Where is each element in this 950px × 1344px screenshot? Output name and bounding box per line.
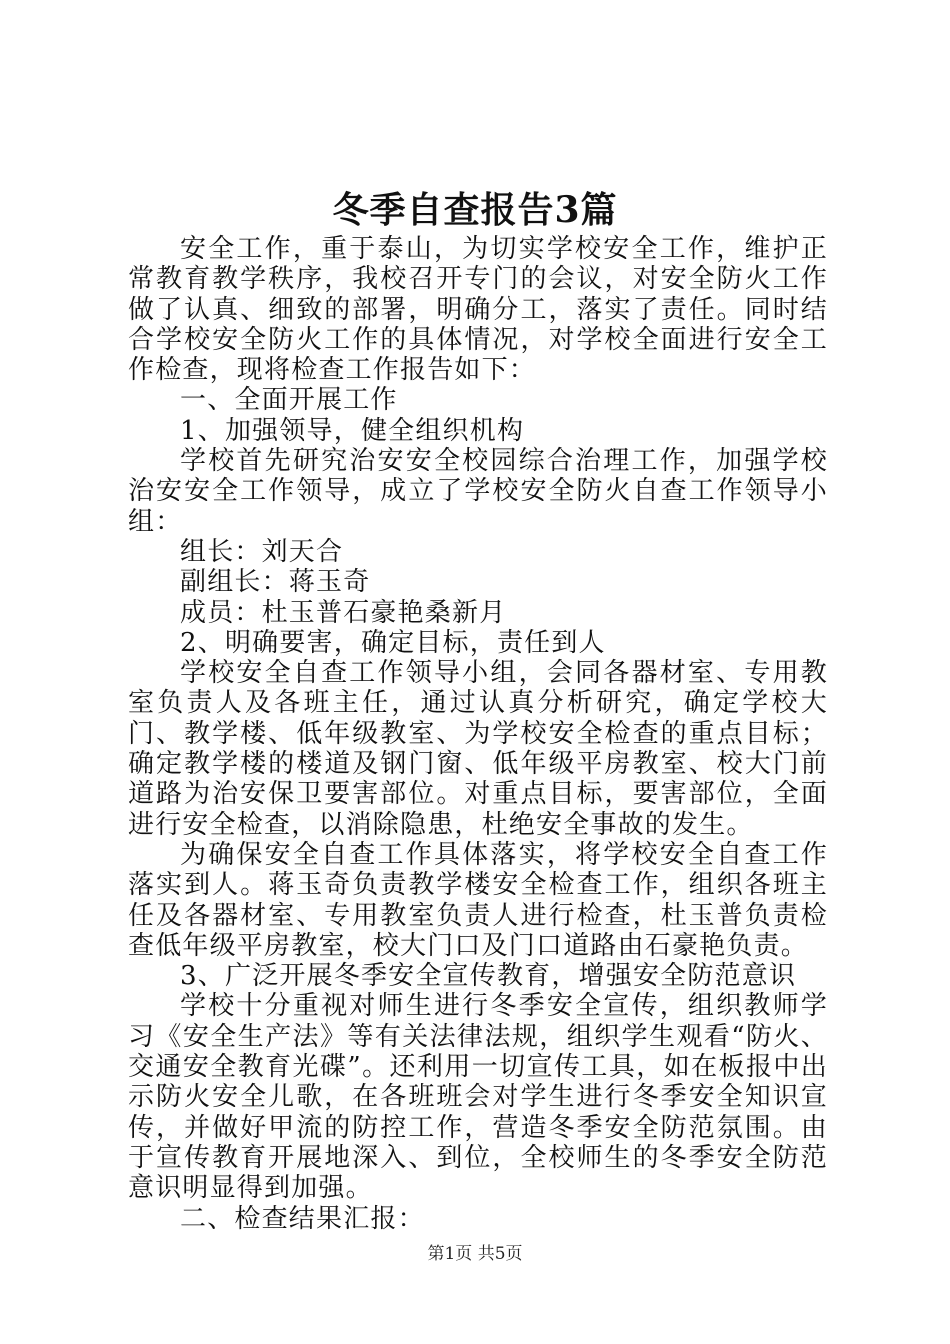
page-footer: 第1页 共5页 — [427, 1244, 523, 1264]
paragraph-education: 学校十分重视对师生进行冬季安全宣传，组织教师学习《安全生产法》等有关法律法规，组织学生观看“防火、交通安全教育光碟”。还利用一切宣传工具，如在板报中出示防火安全儿歌，在各班班会对学生进行冬季安全知识宣传，并做好甲流的防控工作，营造冬季安全防范氛围。由于宣传教育开展地深入、到位，全校师生的冬季安全防范意识明显得到加强。 — [128, 991, 828, 1204]
document-body — [128, 234, 828, 1234]
team-deputy-leader: 副组长：蒋玉奇 — [180, 567, 371, 598]
subheading-2: 2、明确要害，确定目标，责任到人 — [180, 627, 606, 658]
team-leader: 组长：刘天合 — [180, 536, 344, 567]
paragraph-responsibility: 为确保安全自查工作具体落实，将学校安全自查工作落实到人。蒋玉奇负责教学楼安全检查工作，组织各班主任及各器材室、专用教室负责人进行检查，杜玉普负责检查低年级平房教室，校大门口及门口道路由石豪艳负责。 — [128, 839, 828, 961]
section-heading-1: 一、全面开展工作 — [180, 385, 398, 416]
page-title: 冬季自查报告3篇 — [332, 189, 618, 231]
subheading-3: 3、广泛开展冬季安全宣传教育，增强安全防范意识 — [180, 961, 797, 992]
team-members: 成员：杜玉普石豪艳桑新月 — [180, 597, 507, 628]
paragraph-targets: 学校安全自查工作领导小组，会同各器材室、专用教室负责人及各班主任，通过认真分析研究，确定学校大门、教学楼、低年级教室、为学校安全检查的重点目标；确定教学楼的楼道及钢门窗、低年级平房教室、校大门前道路为治安保卫要害部位。对重点目标，要害部位，全面进行安全检查，以消除隐患，杜绝安全事故的发生。 — [128, 658, 828, 840]
subheading-1: 1、加强领导，健全组织机构 — [180, 415, 525, 446]
paragraph-intro: 安全工作，重于泰山，为切实学校安全工作，维护正常教育教学秩序，我校召开专门的会议，对安全防火工作做了认真、细致的部署，明确分工，落实了责任。同时结合学校安全防火工作的具体情况，对学校全面进行安全工作检查，现将检查工作报告如下： — [128, 234, 828, 386]
section-heading-2: 二、检查结果汇报： — [180, 1203, 425, 1234]
paragraph-organization: 学校首先研究治安安全校园综合治理工作，加强学校治安安全工作领导，成立了学校安全防火自查工作领导小组： — [128, 446, 828, 537]
